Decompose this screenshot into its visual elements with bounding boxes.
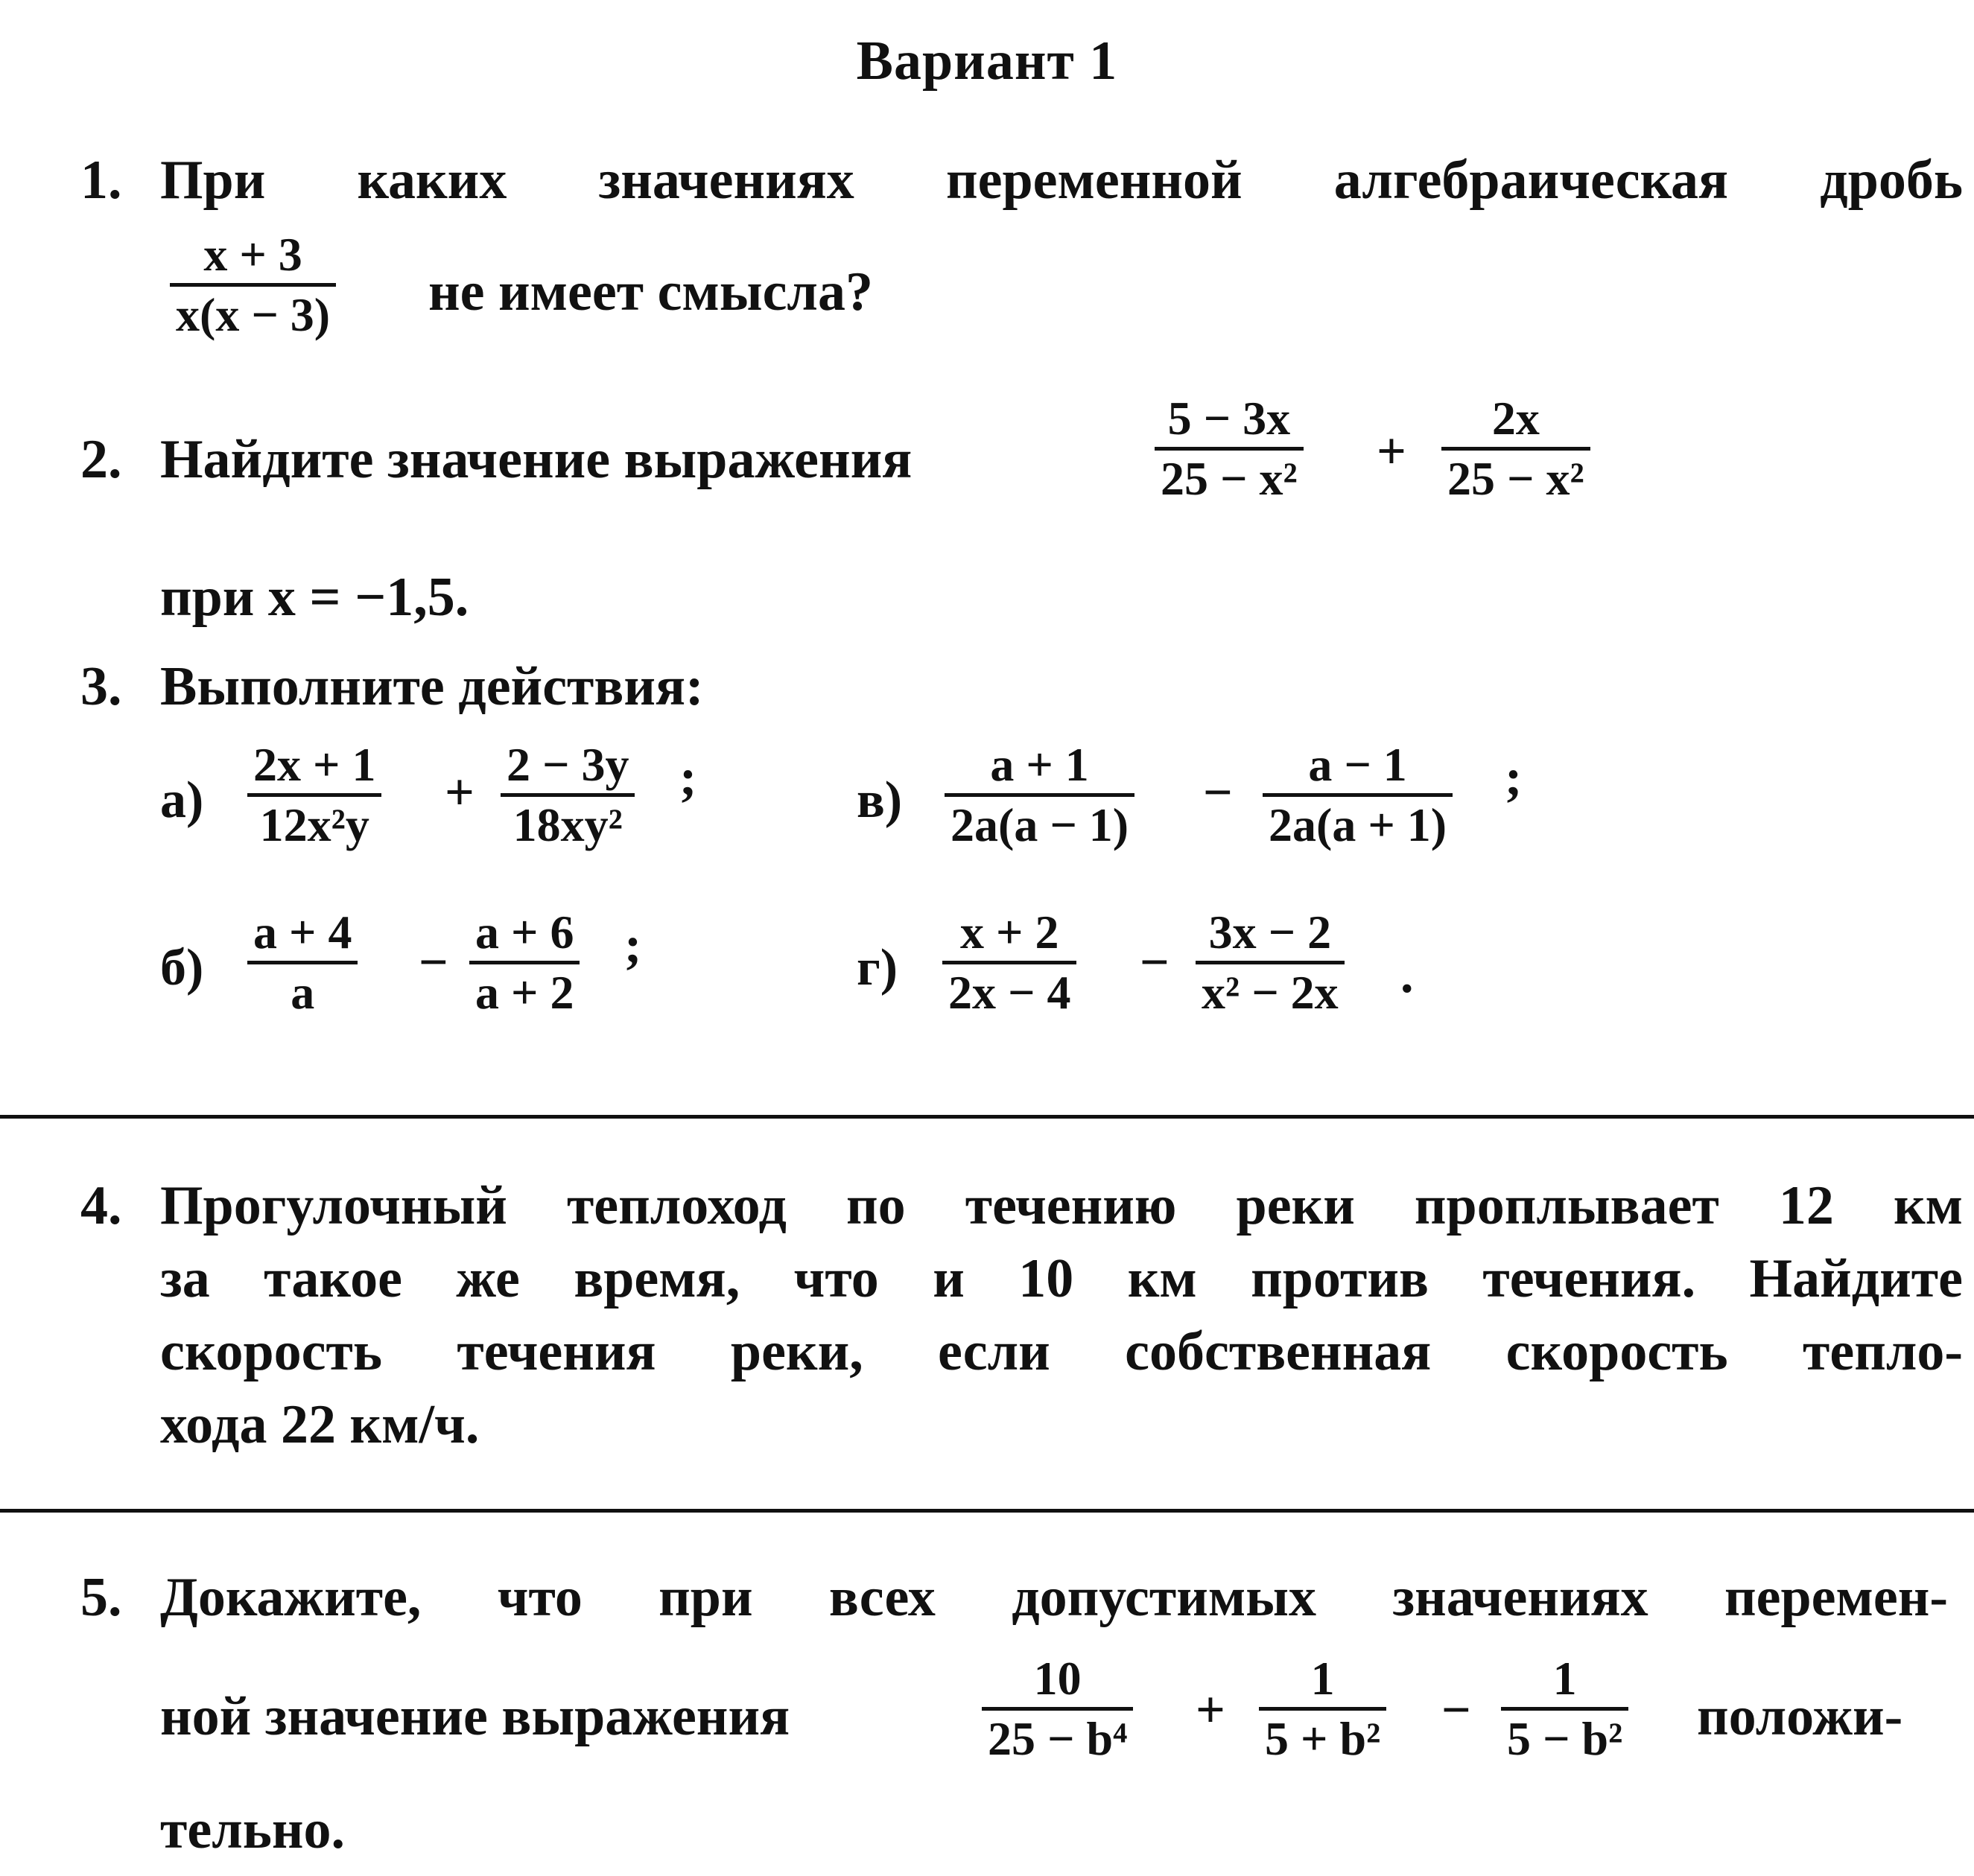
task3-item-b-operator: − — [419, 934, 448, 991]
task5-fraction-1 — [982, 1652, 1133, 1765]
task5-number: 5. — [80, 1567, 122, 1628]
task3-item-v-fraction-1 — [945, 738, 1134, 851]
task3-item-v-operator: − — [1203, 764, 1233, 821]
task3-item-g-fraction-2 — [1196, 906, 1345, 1019]
denominator: 2x − 4 — [948, 966, 1071, 1019]
task3-item-b-fraction-2 — [469, 906, 580, 1019]
task3-item-g-end: . — [1400, 947, 1414, 1004]
task3-item-v-end: ; — [1505, 749, 1523, 807]
task1-fraction — [170, 228, 336, 341]
task3-number: 3. — [80, 656, 122, 717]
section-divider — [0, 1509, 1974, 1513]
section-divider — [0, 1115, 1974, 1119]
task3-item-b-fraction-1 — [247, 906, 358, 1019]
task5-line-3: тельно. — [160, 1799, 345, 1860]
task2-lead: Найдите значение выражения — [160, 429, 913, 490]
denominator: x² − 2x — [1202, 966, 1339, 1019]
denominator: 25 − b⁴ — [988, 1712, 1128, 1765]
task2-fraction-1-numerator: 5 − 3x — [1167, 392, 1291, 445]
denominator: 2a(a − 1) — [950, 798, 1129, 851]
numerator: 2x + 1 — [253, 738, 376, 791]
task4-line-3: скорость течения реки, если собственная скорость тепло- — [160, 1321, 1963, 1382]
task2-number: 2. — [80, 429, 122, 490]
task3-item-a-end: ; — [679, 749, 697, 807]
denominator: 5 + b² — [1265, 1712, 1381, 1765]
denominator: 2a(a + 1) — [1269, 798, 1447, 851]
numerator: a + 4 — [253, 906, 352, 958]
task2-plus-operator: + — [1377, 423, 1406, 480]
task4-line-4: хода 22 км/ч. — [160, 1394, 480, 1455]
task3-lead: Выполните действия: — [160, 656, 704, 717]
task4-line-2: за такое же время, что и 10 км против течения. Найдите — [160, 1248, 1963, 1309]
numerator: 1 — [1310, 1652, 1335, 1705]
denominator: a — [291, 966, 315, 1019]
numerator: 10 — [1033, 1652, 1082, 1705]
task2-fraction-2-denominator: 25 − x² — [1447, 452, 1584, 505]
numerator: a − 1 — [1308, 738, 1407, 791]
denominator: 12x²y — [259, 798, 369, 851]
task2-fraction-2-numerator: 2x — [1491, 392, 1540, 445]
task3-item-a-operator: + — [445, 764, 475, 821]
task3-item-v-label: в) — [857, 772, 903, 829]
numerator: 3x − 2 — [1208, 906, 1332, 958]
task1-tail: не имеет смысла? — [428, 261, 873, 322]
task3-item-v-fraction-2 — [1263, 738, 1453, 851]
task5-fraction-3 — [1501, 1652, 1628, 1765]
task5-tail: положи- — [1697, 1686, 1903, 1747]
task5-operator-2: − — [1441, 1682, 1471, 1739]
task3-item-a-fraction-2 — [501, 738, 635, 851]
task2-fraction-1 — [1155, 392, 1304, 505]
numerator: 1 — [1552, 1652, 1577, 1705]
numerator: a + 1 — [990, 738, 1089, 791]
denominator: 5 − b² — [1507, 1712, 1623, 1765]
task3-item-g-label: г) — [857, 939, 898, 996]
task3-item-a-fraction-1 — [247, 738, 381, 851]
task5-line-1: Докажите, что при всех допустимых значениях перемен- — [160, 1567, 1948, 1628]
task5-operator-1: + — [1196, 1682, 1225, 1739]
task2-condition: при x = −1,5. — [160, 567, 469, 628]
task1-fraction-denominator: x(x − 3) — [176, 288, 331, 341]
task4-number: 4. — [80, 1175, 122, 1236]
task3-item-a-label: а) — [160, 772, 204, 829]
denominator: 18xy² — [512, 798, 623, 851]
task2-fraction-1-denominator: 25 − x² — [1161, 452, 1298, 505]
task1-fraction-numerator: x + 3 — [203, 228, 302, 281]
task5-lead: ной значение выражения — [160, 1686, 790, 1747]
task3-item-g-fraction-1 — [942, 906, 1076, 1019]
task1-number: 1. — [80, 150, 122, 211]
variant-title: Вариант 1 — [856, 31, 1118, 92]
task1-question-line: При каких значениях переменной алгебраическая дробь — [160, 150, 1963, 211]
denominator: a + 2 — [475, 966, 574, 1019]
task3-item-b-end: ; — [624, 917, 642, 974]
task4-line-1: Прогулочный теплоход по течению реки проплывает 12 км — [160, 1175, 1963, 1236]
task5-fraction-2 — [1259, 1652, 1386, 1765]
numerator: a + 6 — [475, 906, 574, 958]
task3-item-g-operator: − — [1140, 934, 1170, 991]
task3-item-b-label: б) — [160, 939, 204, 996]
numerator: 2 − 3y — [507, 738, 629, 791]
task2-fraction-2 — [1441, 392, 1590, 505]
numerator: x + 2 — [960, 906, 1059, 958]
